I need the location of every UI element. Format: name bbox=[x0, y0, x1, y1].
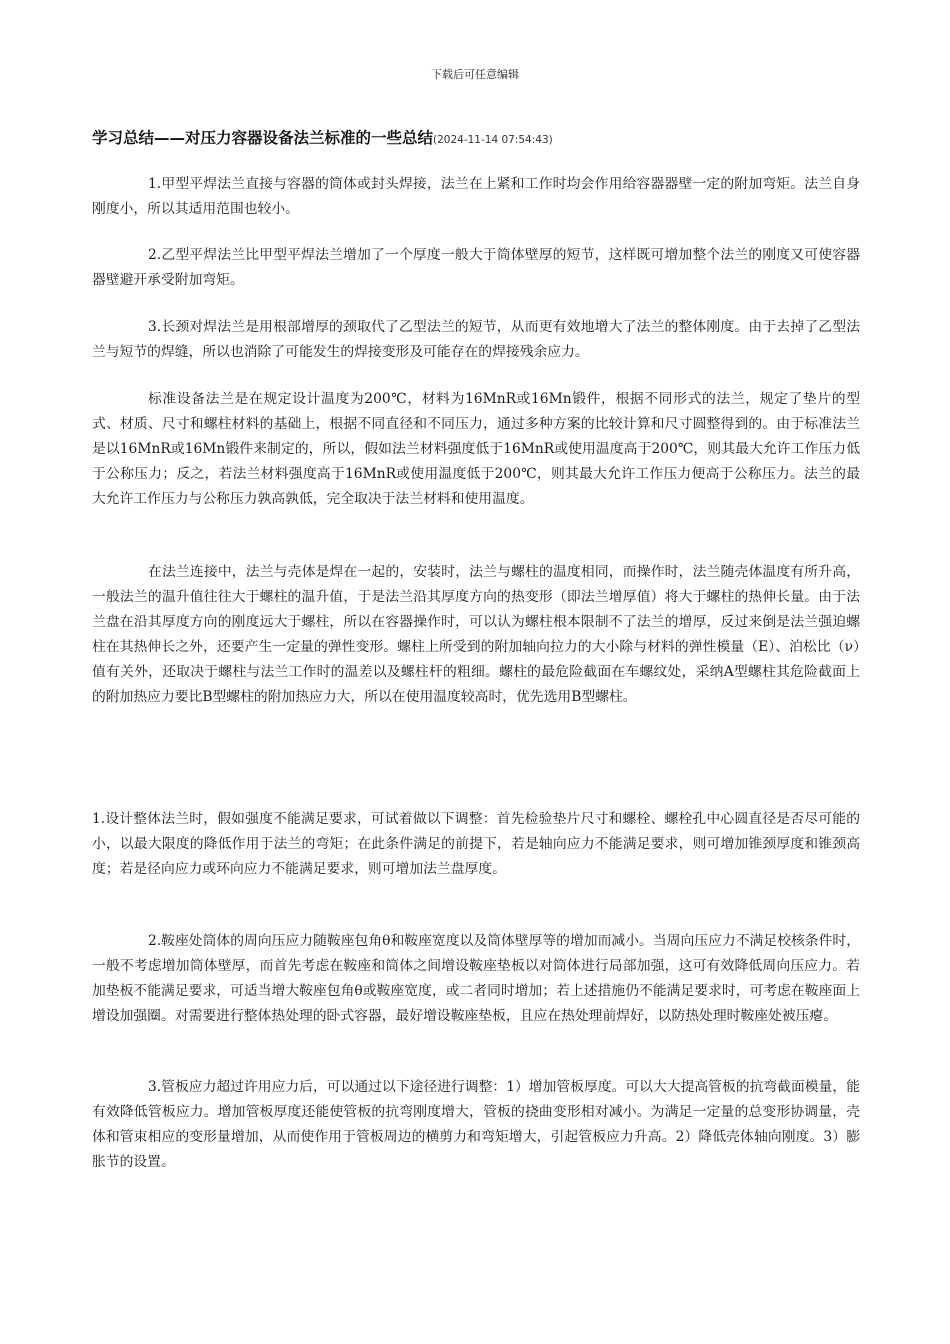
paragraph-saddle: 2.鞍座处筒体的周向压应力随鞍座包角θ和鞍座宽度以及筒体壁厚等的增加而减小。当周向压应力不满足校核条件时，一般不考虑增加筒体壁厚，而首先考虑在鞍座和筒体之间增设鞍座垫板以对筒体进行局部加强，这可有效降低周向压应力。若加垫板不能满足要求，可适当增大鞍座包角θ或鞍座宽度，或二者同时增加；若上述措施仍不能满足要求时，可考虑在鞍座面上增设加强圈。对需要进行整体热处理的卧式容器，最好增设鞍座垫板，且应在热处理前焊好，以防热处理时鞍座处被压瘪。 bbox=[92, 933, 860, 1024]
paragraph-type-a-flange: 1.甲型平焊法兰直接与容器的筒体或封头焊接，法兰在上紧和工作时均会作用给容器器壁一定的附加弯矩。法兰自身刚度小，所以其适用范围也较小。 bbox=[92, 176, 860, 217]
paragraph-type-b-flange: 2.乙型平焊法兰比甲型平焊法兰增加了一个厚度一般大于筒体壁厚的短节，这样既可增加整个法兰的刚度又可使容器器壁避开承受附加弯矩。 bbox=[92, 247, 860, 288]
title-text: 学习总结——对压力容器设备法兰标准的一些总结 bbox=[92, 129, 434, 147]
paragraph-flange-connection: 在法兰连接中，法兰与壳体是焊在一起的，安装时，法兰与螺柱的温度相同，而操作时，法兰随壳体温度有所升高，一般法兰的温升值往往大于螺柱的温升值，于是法兰沿其厚度方向的热变形（即法兰增厚值）将大于螺柱的热伸长量。由于法兰盘在沿其厚度方向的刚度远大于螺柱，所以在容器操作时，可以认为螺柱根本限制不了法兰的增厚，反过来倒是法兰强迫螺柱在其热伸长之外，还要产生一定量的弹性变形。螺柱上所受到的附加轴向拉力的大小除与材料的弹性模量（E）、泊松比（ν）值有关外，还取决于螺柱与法兰工作时的温差以及螺柱杆的粗细。螺柱的最危险截面在车螺纹处，采纳A型螺柱其危险截面上的附加热应力要比B型螺柱的附加热应力大，所以在使用温度较高时，优先选用B型螺柱。 bbox=[92, 564, 860, 705]
page-title bbox=[92, 126, 872, 148]
paragraph-long-neck-flange: 3.长颈对焊法兰是用根部增厚的颈取代了乙型法兰的短节，从而更有效地增大了法兰的整体刚度。由于去掉了乙型法兰与短节的焊缝，所以也消除了可能发生的焊接变形及可能存在的焊接残余应力。 bbox=[92, 319, 860, 360]
header-note: 下载后可任意编辑 bbox=[431, 68, 519, 81]
paragraph-tube-sheet: 3.管板应力超过许用应力后，可以通过以下途径进行调整：1）增加管板厚度。可以大大提高管板的抗弯截面模量，能有效降低管板应力。增加管板厚度还能使管板的抗弯刚度增大，管板的挠曲变形相对减小。为满足一定量的总变形协调量，壳体和管束相应的变形量增加，从而使作用于管板周边的横剪力和弯矩增大，引起管板应力升高。2）降低壳体轴向刚度。3）膨胀节的设置。 bbox=[92, 1079, 860, 1170]
title-timestamp: (2024-11-14 07:54:43) bbox=[433, 134, 553, 146]
paragraph-standard-flange: 标准设备法兰是在规定设计温度为200℃，材料为16MnR或16Mn锻件，根据不同形式的法兰，规定了垫片的型式、材质、尺寸和螺柱材料的基础上，根据不同直径和不同压力，通过多种方案的比较计算和尺寸圆整得到的。由于标准法兰是以16MnR或16Mn锻件来制定的，所以，假如法兰材料强度低于16MnR或使用温度高于200℃，则其最大允许工作压力低于公称压力；反之，若法兰材料强度高于16MnR或使用温度低于200℃，则其最大允许工作压力便高于公称压力。法兰的最大允许工作压力与公称压力孰高孰低，完全取决于法兰材料和使用温度。 bbox=[92, 391, 860, 507]
paragraph-integral-flange: 1.设计整体法兰时，假如强度不能满足要求，可试着做以下调整：首先检验垫片尺寸和螺栓、螺栓孔中心圆直径是否尽可能的小，以最大限度的降低作用于法兰的弯矩；在此条件满足的前提下，若是轴向应力不能满足要求，则可增加锥颈厚度和锥颈高度；若是径向应力或环向应力不能满足要求，则可增加法兰盘厚度。 bbox=[92, 811, 860, 877]
